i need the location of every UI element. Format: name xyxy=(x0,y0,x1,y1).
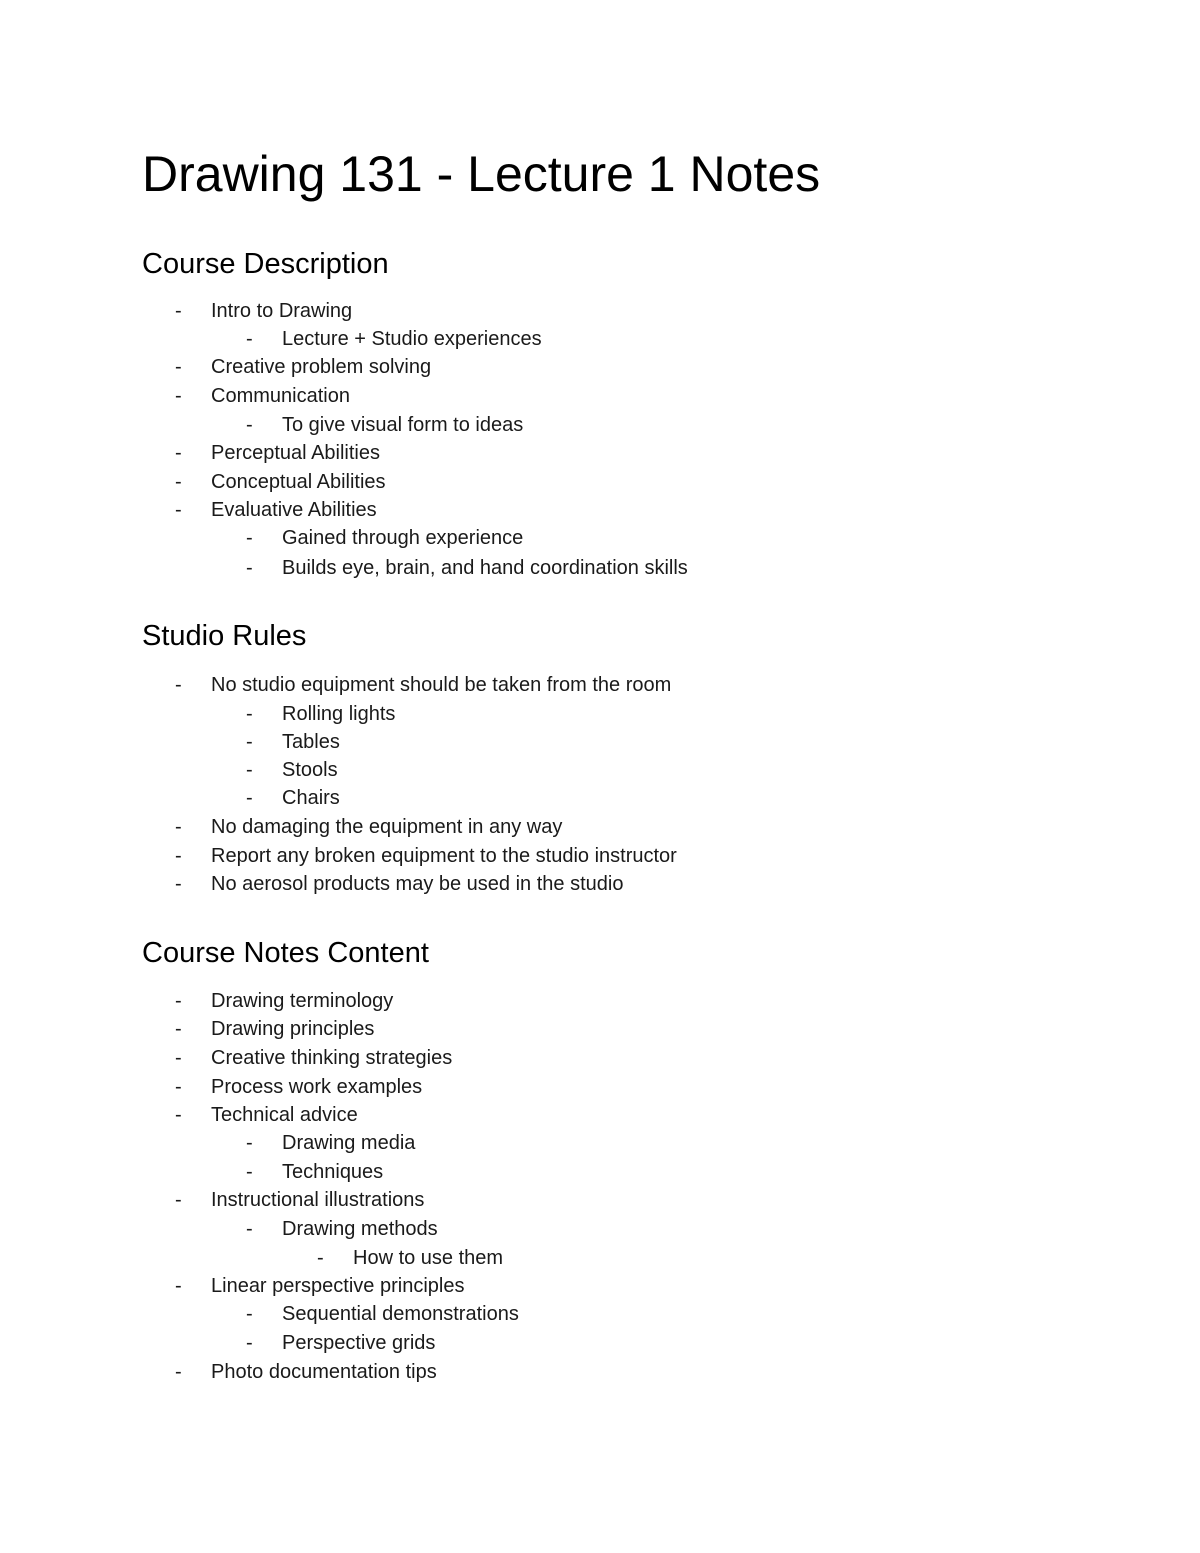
bullet-dash: - xyxy=(175,873,182,895)
list-item-text: Photo documentation tips xyxy=(211,1361,437,1383)
bullet-dash: - xyxy=(175,1361,182,1383)
list-item-text: Conceptual Abilities xyxy=(211,471,386,493)
bullet-dash: - xyxy=(246,414,253,436)
bullet-dash: - xyxy=(246,527,253,549)
list-item-text: Creative thinking strategies xyxy=(211,1047,453,1069)
list-item-text: No aerosol products may be used in the studio xyxy=(211,873,624,895)
bullet-dash: - xyxy=(175,356,182,378)
list-item-text: Creative problem solving xyxy=(211,356,432,378)
list-item-text: Techniques xyxy=(282,1161,384,1183)
bullet-dash: - xyxy=(246,731,253,753)
document-title: Drawing 131 - Lecture 1 Notes xyxy=(142,146,821,202)
list-item-text: Drawing methods xyxy=(282,1218,438,1240)
bullet-dash: - xyxy=(175,674,182,696)
list-item-text: Instructional illustrations xyxy=(211,1189,425,1211)
bullet-dash: - xyxy=(246,1218,253,1240)
bullet-dash: - xyxy=(175,816,182,838)
bullet-dash: - xyxy=(175,300,182,322)
list-item-text: Drawing principles xyxy=(211,1018,375,1040)
bullet-dash: - xyxy=(246,787,253,809)
list-item-text: Evaluative Abilities xyxy=(211,499,377,521)
list-item-text: Intro to Drawing xyxy=(211,300,353,322)
list-item-text: Lecture + Studio experiences xyxy=(282,328,542,350)
list-item-text: Rolling lights xyxy=(282,703,396,725)
bullet-dash: - xyxy=(246,557,253,579)
bullet-dash: - xyxy=(175,471,182,493)
list-item-text: How to use them xyxy=(353,1247,504,1269)
list-item-text: Gained through experience xyxy=(282,527,524,549)
list-item-text: No studio equipment should be taken from the room xyxy=(211,674,672,696)
bullet-dash: - xyxy=(175,442,182,464)
list-item-text: Chairs xyxy=(282,787,340,809)
bullet-dash: - xyxy=(175,1018,182,1040)
section-heading-studio-rules: Studio Rules xyxy=(142,620,307,652)
bullet-dash: - xyxy=(175,990,182,1012)
list-item-text: Builds eye, brain, and hand coordination skills xyxy=(282,557,688,579)
bullet-dash: - xyxy=(246,1132,253,1154)
bullet-dash: - xyxy=(246,703,253,725)
bullet-dash: - xyxy=(175,1047,182,1069)
section-heading-course-notes-content: Course Notes Content xyxy=(142,937,429,969)
bullet-dash: - xyxy=(246,1303,253,1325)
list-item-text: Drawing media xyxy=(282,1132,416,1154)
list-item-text: Stools xyxy=(282,759,338,781)
bullet-dash: - xyxy=(175,1275,182,1297)
bullet-dash: - xyxy=(317,1247,324,1269)
bullet-dash: - xyxy=(175,385,182,407)
list-item-text: Tables xyxy=(282,731,340,753)
bullet-dash: - xyxy=(175,845,182,867)
list-item-text: Sequential demonstrations xyxy=(282,1303,519,1325)
bullet-dash: - xyxy=(175,1076,182,1098)
bullet-dash: - xyxy=(246,1161,253,1183)
list-item-text: Technical advice xyxy=(211,1104,358,1126)
list-item-text: Process work examples xyxy=(211,1076,423,1098)
list-item-text: No damaging the equipment in any way xyxy=(211,816,563,838)
bullet-dash: - xyxy=(246,328,253,350)
list-item-text: To give visual form to ideas xyxy=(282,414,524,436)
list-item-text: Report any broken equipment to the studio instructor xyxy=(211,845,677,867)
list-item-text: Linear perspective principles xyxy=(211,1275,465,1297)
list-item-text: Perspective grids xyxy=(282,1332,436,1354)
list-item-text: Perceptual Abilities xyxy=(211,442,380,464)
bullet-dash: - xyxy=(246,759,253,781)
bullet-dash: - xyxy=(175,499,182,521)
section-heading-course-description: Course Description xyxy=(142,248,389,280)
bullet-dash: - xyxy=(175,1189,182,1211)
bullet-dash: - xyxy=(246,1332,253,1354)
list-item-text: Communication xyxy=(211,385,350,407)
bullet-dash: - xyxy=(175,1104,182,1126)
list-item-text: Drawing terminology xyxy=(211,990,394,1012)
